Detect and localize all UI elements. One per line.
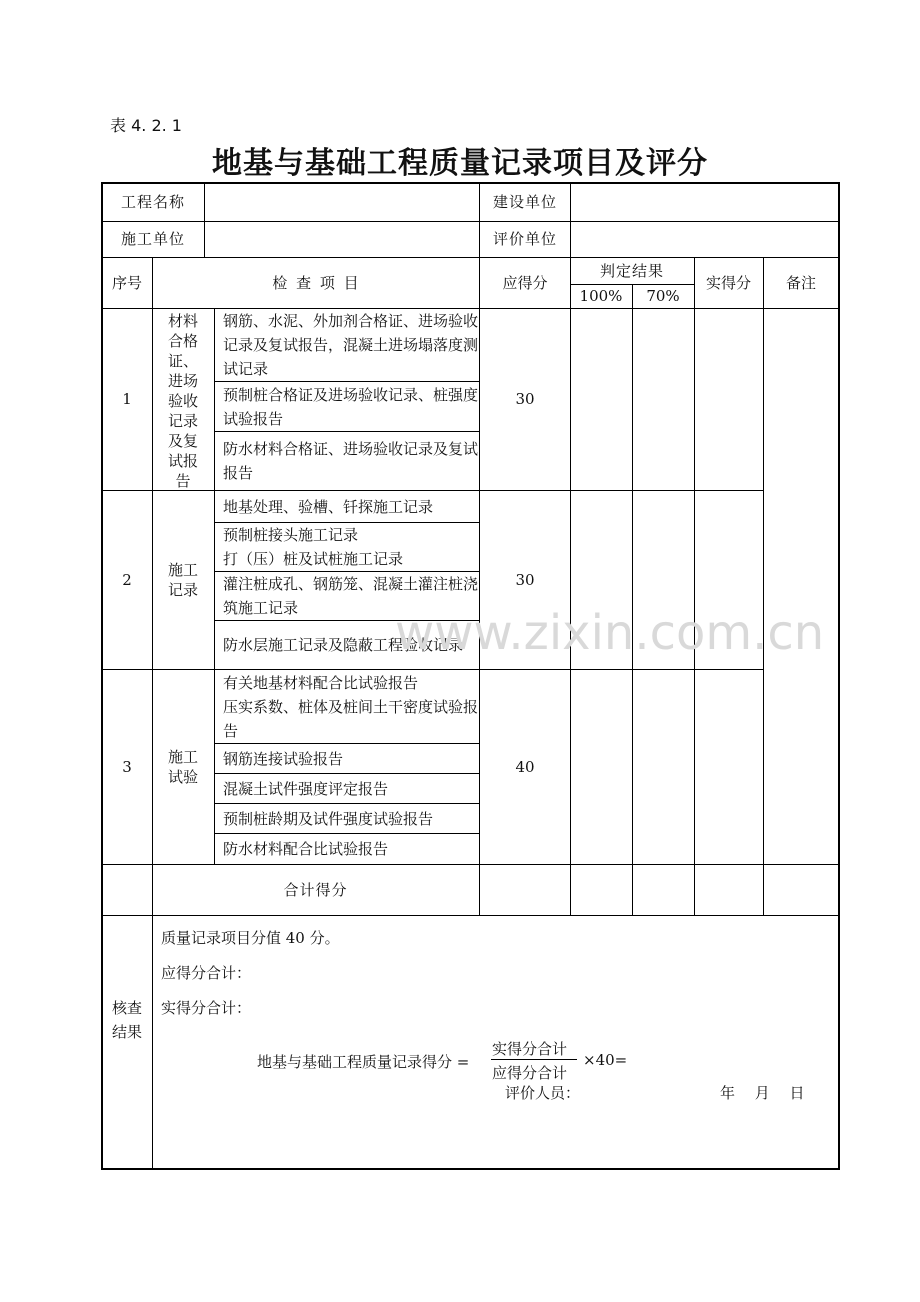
- col-actual-header: 实得分: [705, 273, 751, 292]
- page-title: 地基与基础工程质量记录项目及评分: [212, 146, 708, 181]
- col-remark-header: 备注: [785, 273, 816, 292]
- formula-denominator: 应得分合计: [492, 1064, 568, 1082]
- check-item: 预制桩接头施工记录 打（压）桩及试桩施工记录: [223, 526, 404, 568]
- group-category: 材料合格证、进场验收记录及复试报告: [167, 312, 198, 490]
- fraction-bar: [491, 1059, 577, 1060]
- formula-left: 地基与基础工程质量记录得分 =: [257, 1053, 470, 1071]
- group-score: 40: [515, 757, 535, 776]
- check-item: 防水材料合格证、进场验收记录及复试报告: [223, 440, 479, 482]
- group-score: 30: [515, 390, 535, 408]
- check-item: 钢筋连接试验报告: [223, 749, 344, 768]
- group-seq: 2: [122, 570, 132, 589]
- review-date: 年 月 日: [720, 1084, 805, 1102]
- check-item: 有关地基材料配合比试验报告 压实系数、桩体及桩间土干密度试验报告: [223, 673, 479, 740]
- label-project-name: 工程名称: [120, 193, 185, 211]
- review-label: 核查结果: [112, 999, 143, 1041]
- col-70-header: 70%: [646, 287, 680, 305]
- field-construction-unit[interactable]: [570, 183, 839, 221]
- total-score-label: 合计得分: [283, 880, 348, 899]
- formula-numerator: 实得分合计: [492, 1040, 568, 1058]
- check-item: 灌注桩成孔、钢筋笼、混凝土灌注桩浇筑施工记录: [223, 575, 479, 617]
- field-builder-unit[interactable]: [204, 221, 479, 257]
- grid-line: [632, 284, 633, 915]
- check-item: 防水层施工记录及隐蔽工程验收记录: [223, 636, 464, 654]
- grid-line: [694, 257, 695, 915]
- grid-line: [152, 257, 153, 1169]
- formula-right: ×40=: [583, 1051, 628, 1069]
- label-builder-unit: 施工单位: [120, 230, 185, 248]
- group-score: 30: [515, 570, 535, 589]
- review-line-3: 实得分合计：: [161, 999, 252, 1017]
- label-construction-unit: 建设单位: [492, 193, 557, 211]
- col-judgement-header: 判定结果: [599, 261, 664, 280]
- col-check-items-header: 检 查 项 目: [272, 273, 359, 292]
- col-100-header: 100%: [579, 287, 623, 305]
- check-item: 混凝土试件强度评定报告: [223, 779, 389, 798]
- group-category: 施工试验: [167, 748, 198, 786]
- review-line-1: 质量记录项目分值 40 分。: [161, 929, 340, 947]
- col-due-score-header: 应得分: [502, 273, 548, 292]
- group-seq: 1: [122, 390, 132, 408]
- field-project-name[interactable]: [204, 183, 479, 221]
- group-category: 施工记录: [167, 561, 198, 599]
- field-evaluation-unit[interactable]: [570, 221, 839, 257]
- table-number: 表 4. 2. 1: [110, 116, 182, 135]
- review-line-2: 应得分合计：: [161, 964, 252, 982]
- col-seq-header: 序号: [111, 273, 142, 292]
- check-item: 预制桩合格证及进场验收记录、桩强度试验报告: [223, 385, 479, 428]
- check-item: 预制桩龄期及试件强度试验报告: [223, 809, 434, 828]
- group-seq: 3: [122, 757, 132, 776]
- evaluator-label: 评价人员：: [505, 1084, 581, 1102]
- check-item: 地基处理、验槽、钎探施工记录: [223, 497, 434, 516]
- check-item: 钢筋、水泥、外加剂合格证、进场验收记录及复试报告，混凝土进场塌落度测试记录: [223, 312, 479, 378]
- grid-line: [763, 257, 764, 915]
- label-evaluation-unit: 评价单位: [492, 230, 557, 248]
- grid-line: [102, 915, 839, 916]
- watermark: www.zixin.com.cn: [395, 605, 825, 661]
- check-item: 防水材料配合比试验报告: [223, 840, 389, 858]
